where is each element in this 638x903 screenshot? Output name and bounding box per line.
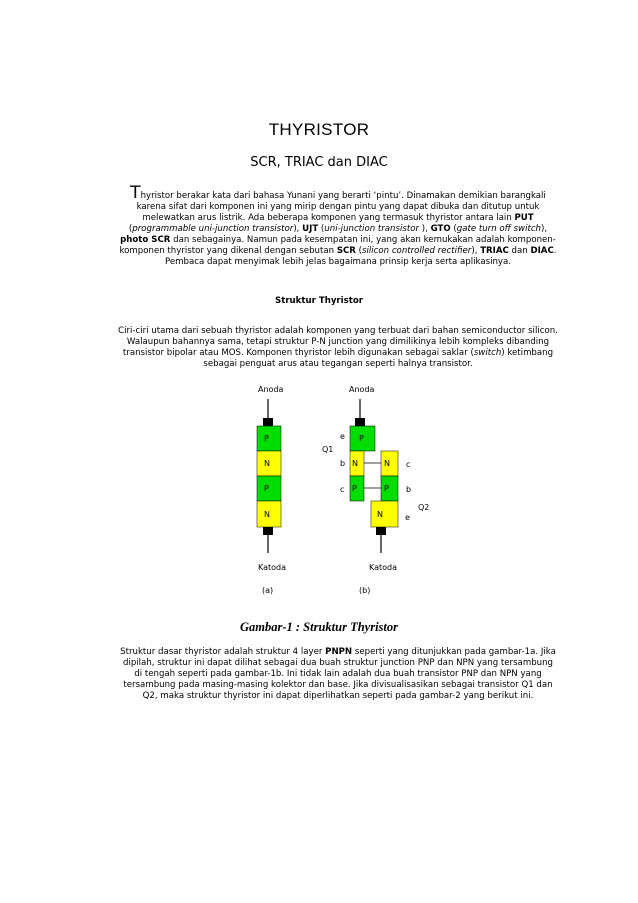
structure-description-paragraph bbox=[118, 647, 558, 702]
q2-label: Q2 bbox=[418, 503, 430, 512]
figure-b-cathode-label: Katoda bbox=[369, 563, 398, 572]
text-segment: ), bbox=[471, 246, 481, 256]
text-segment: switch bbox=[473, 348, 502, 358]
page-title: THYRISTOR bbox=[268, 120, 370, 139]
text-segment: ( bbox=[355, 246, 363, 256]
figure-b bbox=[322, 385, 429, 595]
text-segment: TRIAC bbox=[480, 246, 509, 256]
text-segment: Ciri-ciri utama dari sebuah thyristor adalah komponen yang terbuat dari bahan semiconductor silicon. Walaupun bahannya sama, tetapi struktur P-N junction yang dimilikinya lebih kompleks dibanding transistor bipolar atau MOS. Komponen thyristor lebih digunakan sebagai saklar ( bbox=[118, 326, 558, 358]
text-segment: PNPN bbox=[325, 647, 353, 657]
figure-b-anode-terminal bbox=[355, 418, 365, 426]
text-segment: SCR bbox=[336, 246, 356, 256]
figure-a-cathode-label: Katoda bbox=[258, 563, 287, 572]
q2-collector-label: c bbox=[406, 460, 411, 469]
q2-layer-label-0: N bbox=[384, 459, 390, 468]
text-segment: ( bbox=[318, 224, 325, 234]
q1-label: Q1 bbox=[322, 445, 334, 454]
text-segment: ) ketimbang sebagai penguat arus atau tegangan seperti halnya transistor. bbox=[203, 348, 554, 369]
figure-b-anode-label: Anoda bbox=[349, 385, 375, 394]
text-segment: DIAC bbox=[530, 246, 554, 256]
q2-layer-label-2: N bbox=[377, 510, 383, 519]
q2-layer-n2 bbox=[371, 501, 398, 527]
text-segment: . Pembaca dapat menyimak lebih jelas bagaimana prinsip kerja serta aplikasinya. bbox=[165, 246, 557, 267]
drop-cap: T bbox=[130, 183, 141, 203]
figure-a-layer-label-0: P bbox=[264, 434, 269, 443]
text-segment: silicon controlled rectifier bbox=[362, 246, 472, 256]
figure-a bbox=[257, 385, 286, 595]
figure-b-cathode-terminal bbox=[376, 527, 386, 535]
text-segment: uni-junction transistor bbox=[324, 224, 419, 234]
q2-emitter-label: e bbox=[405, 513, 410, 522]
figure-caption: Gambar-1 : Struktur Thyristor bbox=[239, 620, 399, 634]
q2-base-label: b bbox=[406, 485, 412, 494]
figure-a-layer-label-1: N bbox=[264, 459, 270, 468]
text-segment: GTO bbox=[430, 224, 451, 234]
text-segment: ), bbox=[293, 224, 303, 234]
text-segment: UJT bbox=[302, 224, 319, 234]
text-segment: Struktur dasar thyristor adalah struktur 4 layer bbox=[120, 647, 326, 657]
text-segment: ( bbox=[450, 224, 457, 234]
text-segment: hyristor berakar kata dari bahasa Yunani yang berarti ‘pintu’. Dinamakan demikian barangkali karena sifat dari komponen ini yang mirip dengan pintu yang dapat dibuka dan ditutup untuk melewatkan arus listrik. Ada beberapa komponen yang termasuk thyristor antara lain bbox=[136, 191, 546, 223]
q1-base-label: b bbox=[340, 459, 346, 468]
figure-a-layer-label-2: P bbox=[264, 484, 269, 493]
figure-a-anode-terminal bbox=[263, 418, 273, 426]
q1-emitter-label: e bbox=[340, 432, 345, 441]
text-segment: programmable uni-junction transistor bbox=[132, 224, 294, 234]
q1-layer-label-2: P bbox=[352, 484, 357, 493]
q2-layer-label-1: P bbox=[384, 484, 389, 493]
text-segment: photo SCR bbox=[120, 235, 171, 245]
q1-layer-label-0: P bbox=[359, 434, 364, 443]
page-subtitle: SCR, TRIAC dan DIAC bbox=[250, 155, 388, 170]
figure-a-layer-p1 bbox=[257, 426, 281, 451]
text-segment: ), bbox=[419, 224, 431, 234]
text-segment: seperti yang ditunjukkan pada gambar-1a. Jika dipilah, struktur ini dapat dilihat sebagai dua buah struktur junction PNP dan NPN yang tersambung di tengah seperti pada gambar-1b. Ini tidak lain adalah dua buah transistor PNP dan NPN yang tersambung pada masing-masing kolektor dan base. Jika divisualisasikan sebagai transistor Q1 dan Q2, maka struktur thyristor ini dapat diperlihatkan seperti pada gambar-2 yang berikut ini. bbox=[122, 647, 556, 701]
text-segment: PUT bbox=[514, 213, 534, 223]
figure-a-sub-label: (a) bbox=[262, 586, 274, 595]
text-segment: ), bbox=[541, 224, 548, 234]
text-segment: dan sebagainya. Namun pada kesempatan ini, yang akan kemukakan adalah komponen-komponen thyristor yang dikenal dengan sebutan bbox=[119, 235, 556, 256]
text-segment: ( bbox=[128, 224, 133, 234]
text-segment: dan bbox=[508, 246, 531, 256]
figure-a-cathode-terminal bbox=[263, 527, 273, 535]
q1-layer-label-1: N bbox=[352, 459, 358, 468]
section-heading: Struktur Thyristor bbox=[275, 296, 363, 306]
figure-b-sub-label: (b) bbox=[359, 586, 371, 595]
text-segment: gate turn off switch bbox=[456, 224, 541, 234]
figure-a-layer-label-3: N bbox=[264, 510, 270, 519]
figure-a-anode-label: Anoda bbox=[258, 385, 284, 394]
figure-a-layer-p2 bbox=[257, 476, 281, 501]
q1-collector-label: c bbox=[340, 485, 345, 494]
